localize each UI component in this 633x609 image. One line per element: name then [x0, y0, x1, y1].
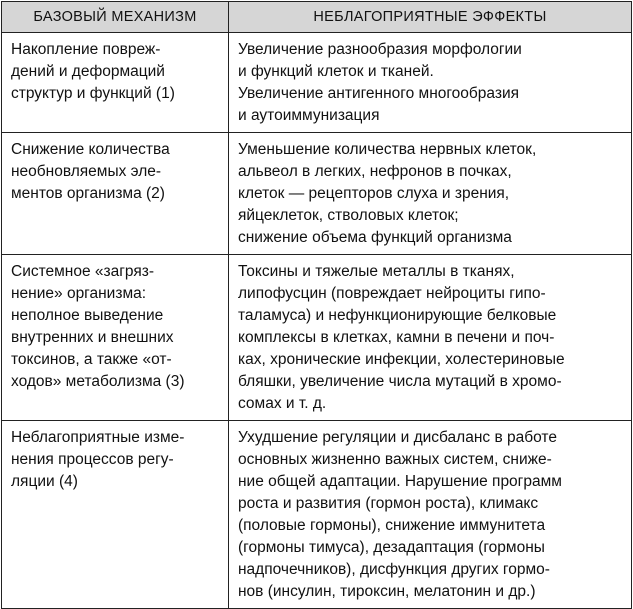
mechanism-cell: [2, 421, 229, 609]
cell-line: бляшки, увеличение числа мутаций в хромо-: [238, 373, 562, 390]
effects-cell: [229, 33, 632, 133]
cell-line: основных жизненно важных систем, сниже-: [238, 451, 552, 468]
effects-cell: [229, 255, 632, 421]
table-row: [2, 255, 632, 421]
cell-line: Системное «загряз-: [11, 263, 155, 280]
cell-line: внутренних и внешних: [11, 329, 174, 346]
effects-cell: [229, 421, 632, 609]
cell-line: Накопление повреж-: [11, 41, 161, 58]
table-row: [2, 421, 632, 609]
cell-line: (половые гормоны), снижение иммунитета: [238, 517, 546, 534]
cell-line: Неблагоприятные изме-: [11, 429, 185, 446]
mechanisms-table: [1, 1, 632, 609]
header-effects: НЕБЛАГОПРИЯТНЫЕ ЭФФЕКТЫ: [229, 2, 632, 33]
cell-line: Снижение количества: [11, 141, 170, 158]
cell-line: яйцеклеток, стволовых клеток;: [238, 207, 459, 224]
table-row: [2, 33, 632, 133]
cell-line: нение» организма:: [11, 285, 147, 302]
cell-line: токсинов, а также «от-: [11, 351, 172, 368]
cell-line: дений и деформаций: [11, 63, 165, 80]
cell-line: нов (инсулин, тироксин, мелатонин и др.): [238, 583, 536, 600]
cell-line: структур и функций (1): [11, 85, 175, 102]
header-row: [2, 2, 632, 33]
cell-line: клеток — рецепторов слуха и зрения,: [238, 185, 510, 202]
cell-line: ние общей адаптации. Нарушение программ: [238, 473, 562, 490]
cell-line: нения процессов регу-: [11, 451, 174, 468]
cell-line: липофусцин (повреждает нейроциты гипо-: [238, 285, 546, 302]
cell-line: Ухудшение регуляции и дисбаланс в работе: [238, 429, 557, 446]
cell-line: ляции (4): [11, 473, 78, 490]
header-mechanism: БАЗОВЫЙ МЕХАНИЗМ: [2, 2, 229, 33]
table-row: [2, 133, 632, 255]
cell-line: (гормоны тимуса), дезадаптация (гормоны: [238, 539, 545, 556]
cell-line: и аутоиммунизация: [238, 107, 380, 124]
cell-line: надпочечников), дисфункция других гормо-: [238, 561, 550, 578]
cell-line: Уменьшение количества нервных клеток,: [238, 141, 537, 158]
cell-line: сомах и т. д.: [238, 395, 327, 412]
cell-line: Увеличение антигенного многообразия: [238, 85, 520, 102]
cell-line: комплексы в клетках, камни в печени и поч-: [238, 329, 555, 346]
cell-line: ходов» метаболизма (3): [11, 373, 185, 390]
cell-line: Токсины и тяжелые металлы в тканях,: [238, 263, 515, 280]
cell-line: необновляемых эле-: [11, 163, 162, 180]
effects-cell: [229, 133, 632, 255]
cell-line: роста и развития (гормон роста), климакс: [238, 495, 539, 512]
cell-line: альвеол в легких, нефронов в почках,: [238, 163, 512, 180]
cell-line: Увеличение разнообразия морфологии: [238, 41, 522, 58]
cell-line: и функций клеток и тканей.: [238, 63, 434, 80]
cell-line: ментов организма (2): [11, 185, 165, 202]
mechanism-cell: [2, 33, 229, 133]
cell-line: снижение объема функций организма: [238, 229, 512, 246]
cell-line: таламуса) и нефункционирующие белковые: [238, 307, 557, 324]
cell-line: ках, хронические инфекции, холестериновые: [238, 351, 565, 368]
cell-line: неполное выведение: [11, 307, 164, 324]
mechanism-cell: [2, 133, 229, 255]
table-header: [2, 2, 632, 33]
mechanism-cell: [2, 255, 229, 421]
